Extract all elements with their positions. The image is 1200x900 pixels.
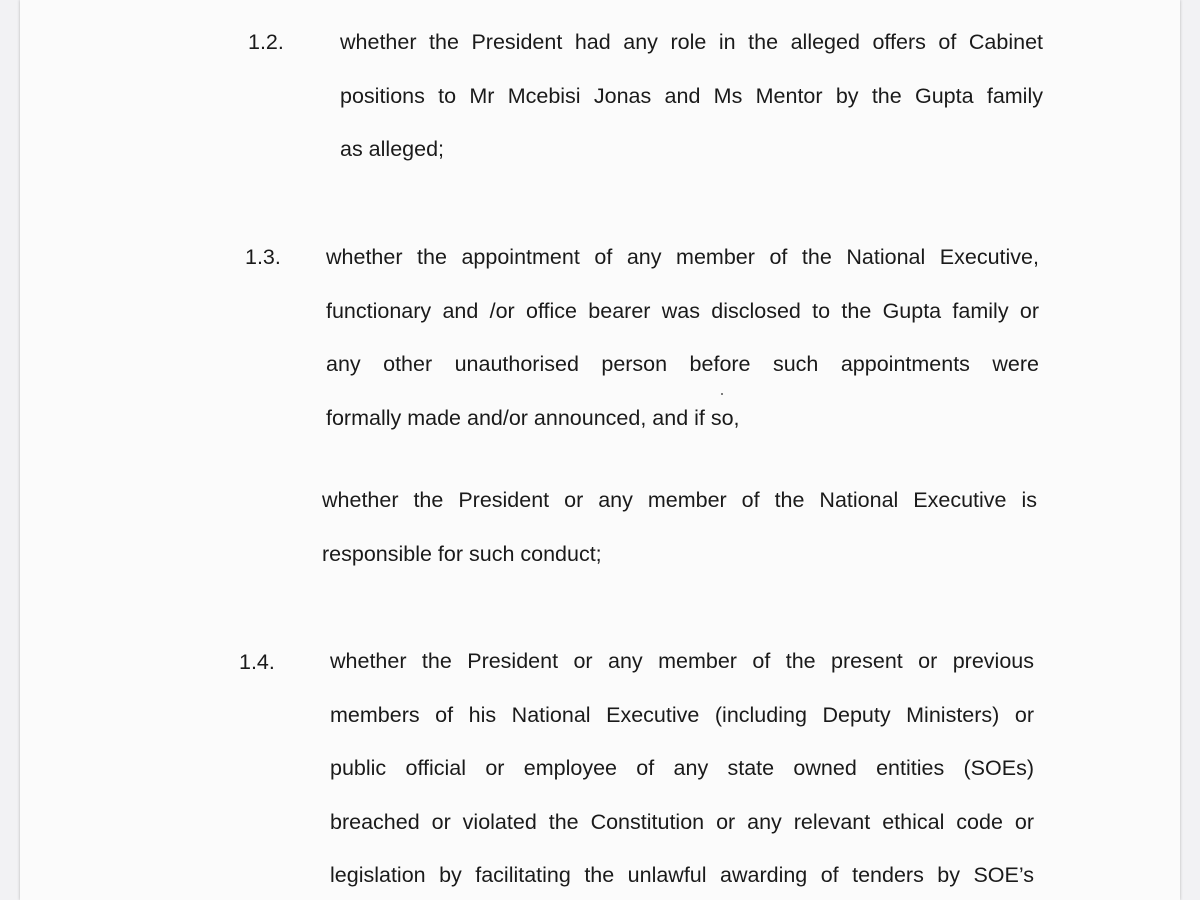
text-line: functionary and /or office bearer was disclosed to the Gupta family or (326, 298, 1039, 323)
section-number-1-2: 1.2. (248, 30, 284, 54)
text-line: as alleged; (340, 137, 444, 161)
text-line: public official or employee of any state owned entities (SOEs) (330, 756, 1034, 780)
text-line: legislation by facilitating the unlawful awarding of tenders by SOE’s (330, 863, 1034, 887)
text-line: formally made and/or announced, and if so, (326, 405, 740, 430)
section-number-1-4: 1.4. (239, 650, 275, 674)
text-line: positions to Mr Mcebisi Jonas and Ms Mentor by the Gupta family (340, 83, 1043, 108)
text-line: whether the appointment of any member of the National Executive, (326, 245, 1039, 269)
section-number-1-3: 1.3. (245, 245, 281, 269)
text-line: whether the President or any member of the present or previous (330, 649, 1034, 673)
text-line: responsible for such conduct; (322, 541, 602, 566)
section-1-2-text (340, 16, 1043, 177)
text-line: whether the President had any role in the alleged offers of Cabinet (340, 30, 1043, 54)
scan-speck (721, 393, 723, 395)
text-line: whether the President or any member of the National Executive is (322, 488, 1037, 512)
text-line: members of his National Executive (including Deputy Ministers) or (330, 702, 1034, 727)
text-line: any other unauthorised person before such appointments were (326, 352, 1039, 376)
text-line: breached or violated the Constitution or any relevant ethical code or (330, 809, 1034, 834)
section-1-3-continuation (322, 474, 1037, 581)
section-1-4-text (330, 635, 1034, 900)
document-page[interactable] (20, 0, 1180, 900)
section-1-3-text (326, 231, 1039, 445)
